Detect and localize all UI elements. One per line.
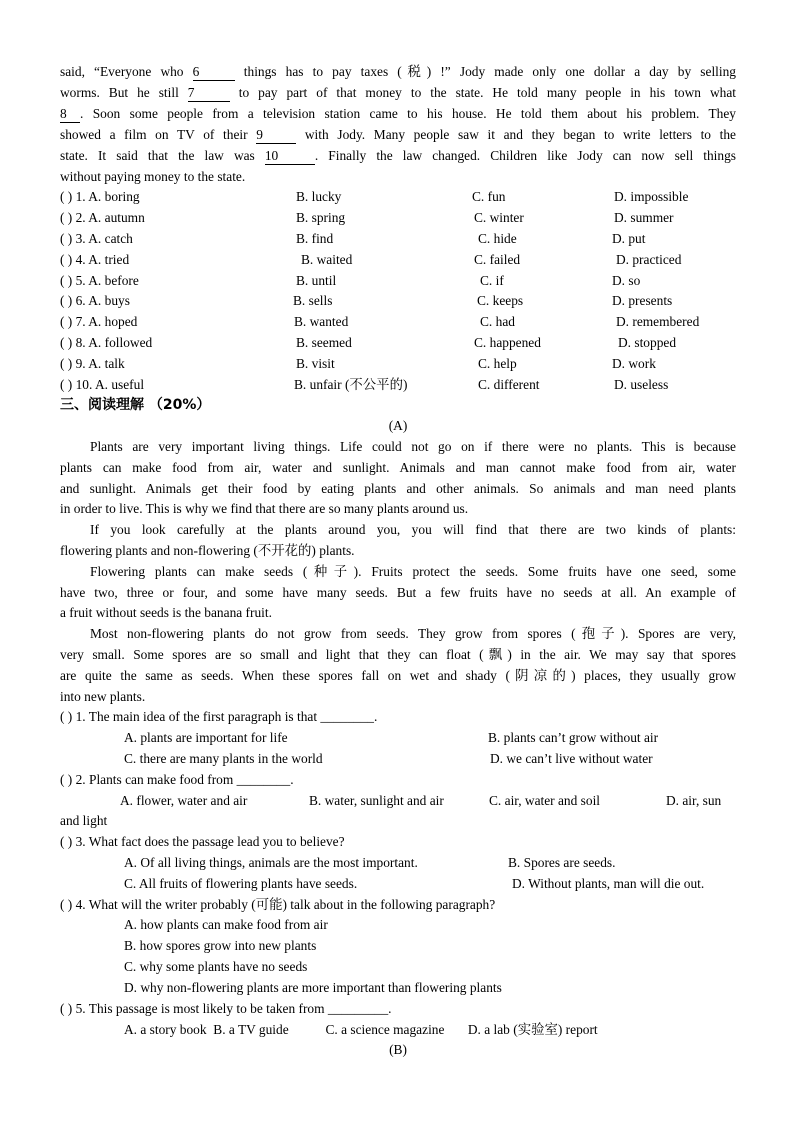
passage-a-line: are quite the same as seeds. When these spores fall on wet and shady (阴凉的) places, they usually grow bbox=[60, 668, 736, 683]
passage-a-line: have two, three or four, and some have many seeds. But a few fruits have no seeds at all. An example of bbox=[60, 585, 736, 600]
blank-6: 6 bbox=[193, 64, 235, 81]
reading-q3-b: B. Spores are seeds. bbox=[508, 855, 616, 870]
reading-q1-c: C. there are many plants in the world bbox=[124, 751, 323, 766]
cloze-q5-b: B. until bbox=[296, 273, 337, 288]
passage-a-label: (A) bbox=[388, 418, 408, 433]
cloze-q7-c: C. had bbox=[480, 314, 515, 329]
passage-a-line: a fruit without seeds is the banana fruit. bbox=[60, 605, 272, 620]
reading-q2-d: D. air, sun bbox=[666, 793, 722, 808]
cloze-q9-d: D. work bbox=[612, 356, 656, 371]
reading-q3: ( ) 3. What fact does the passage lead you to believe? bbox=[60, 834, 345, 849]
cloze-q9-c: C. help bbox=[478, 356, 517, 371]
blank-8: 8 bbox=[60, 106, 80, 123]
reading-q4-b: B. how spores grow into new plants bbox=[124, 938, 317, 953]
reading-q2: ( ) 2. Plants can make food from ________. bbox=[60, 772, 294, 787]
cloze-q1-d: D. impossible bbox=[614, 189, 689, 204]
section-heading: 三、阅读理解 （20%） bbox=[60, 397, 211, 413]
cloze-q2-d: D. summer bbox=[614, 210, 674, 225]
reading-q2-b: B. water, sunlight and air bbox=[309, 793, 444, 808]
cloze-q5-a: ( ) 5. A. before bbox=[60, 273, 139, 288]
cloze-q6-a: ( ) 6. A. buys bbox=[60, 293, 130, 308]
cloze-q8-a: ( ) 8. A. followed bbox=[60, 335, 153, 350]
cloze-line-1: said, “Everyone who 6 things has to pay taxes (税) !” Jody made only one dollar a day by selling bbox=[60, 64, 736, 79]
cloze-q10-a: ( ) 10. A. useful bbox=[60, 377, 145, 392]
cloze-q4-c: C. failed bbox=[474, 252, 521, 267]
cloze-q4-d: D. practiced bbox=[616, 252, 682, 267]
reading-q4-c: C. why some plants have no seeds bbox=[124, 959, 308, 974]
cloze-q2-c: C. winter bbox=[474, 210, 524, 225]
cloze-q6-d: D. presents bbox=[612, 293, 673, 308]
cloze-q3-b: B. find bbox=[296, 231, 334, 246]
reading-q3-a: A. Of all living things, animals are the most important. bbox=[124, 855, 418, 870]
reading-q2-c: C. air, water and soil bbox=[489, 793, 601, 808]
passage-a-line: Plants are very important living things. Life could not go on if there were no plants. This is because bbox=[90, 439, 736, 454]
cloze-line-2: worms. But he still 7 to pay part of that money to the state. He told many people in his town what bbox=[60, 85, 736, 100]
reading-q1: ( ) 1. The main idea of the first paragraph is that ________. bbox=[60, 709, 378, 724]
reading-q1-b: B. plants can’t grow without air bbox=[488, 730, 659, 745]
passage-a-line: flowering plants and non-flowering (不开花的) plants. bbox=[60, 543, 355, 558]
cloze-q3-d: D. put bbox=[612, 231, 646, 246]
passage-a-line: very small. Some spores are so small and light that they can float (飘) in the air. We may say that spores bbox=[60, 647, 736, 662]
passage-a-line: Flowering plants can make seeds (种子). Fruits protect the seeds. Some fruits have one seed, some bbox=[90, 564, 736, 579]
cloze-q10-c: C. different bbox=[478, 377, 540, 392]
cloze-q1-a: ( ) 1. A. boring bbox=[60, 189, 140, 204]
passage-a-line: into new plants. bbox=[60, 689, 146, 704]
reading-q4-d: D. why non-flowering plants are more important than flowering plants bbox=[124, 980, 502, 995]
blank-7: 7 bbox=[188, 85, 230, 102]
passage-a-line: and sunlight. Animals get their food by eating plants and other animals. So animals and man need plants bbox=[60, 481, 736, 496]
reading-q1-a: A. plants are important for life bbox=[124, 730, 288, 745]
reading-q2-a: A. flower, water and air bbox=[120, 793, 248, 808]
passage-a-line: Most non-flowering plants do not grow from seeds. They grow from spores (孢子). Spores are very, bbox=[90, 626, 736, 641]
cloze-q7-a: ( ) 7. A. hoped bbox=[60, 314, 138, 329]
cloze-q10-b: B. unfair (不公平的) bbox=[294, 377, 408, 392]
cloze-q5-c: C. if bbox=[480, 273, 504, 288]
cloze-q7-d: D. remembered bbox=[616, 314, 700, 329]
cloze-q1-b: B. lucky bbox=[296, 189, 342, 204]
cloze-q4-b: B. waited bbox=[301, 252, 353, 267]
cloze-q8-d: D. stopped bbox=[618, 335, 677, 350]
cloze-q10-d: D. useless bbox=[614, 377, 669, 392]
cloze-q2-a: ( ) 2. A. autumn bbox=[60, 210, 145, 225]
cloze-q8-b: B. seemed bbox=[296, 335, 352, 350]
cloze-q2-b: B. spring bbox=[296, 210, 346, 225]
cloze-q1-c: C. fun bbox=[472, 189, 506, 204]
blank-9: 9 bbox=[256, 127, 296, 144]
reading-q1-d: D. we can’t live without water bbox=[490, 751, 653, 766]
cloze-q5-d: D. so bbox=[612, 273, 641, 288]
cloze-q4-a: ( ) 4. A. tried bbox=[60, 252, 130, 267]
cloze-q7-b: B. wanted bbox=[294, 314, 349, 329]
cloze-q3-a: ( ) 3. A. catch bbox=[60, 231, 133, 246]
passage-a-line: If you look carefully at the plants around you, you will find that there are two kinds of plants: bbox=[90, 522, 736, 537]
reading-q2-d-continued: and light bbox=[60, 813, 108, 828]
cloze-q8-c: C. happened bbox=[474, 335, 541, 350]
passage-a-line: in order to live. This is why we find that there are so many plants around us. bbox=[60, 501, 469, 516]
reading-q4: ( ) 4. What will the writer probably (可能) talk about in the following paragraph? bbox=[60, 897, 496, 912]
reading-q5-options: A. a story book B. a TV guide C. a science magazine D. a lab (实验室) report bbox=[124, 1022, 598, 1037]
cloze-q6-b: B. sells bbox=[293, 293, 333, 308]
cloze-q6-c: C. keeps bbox=[477, 293, 524, 308]
cloze-q9-b: B. visit bbox=[296, 356, 335, 371]
passage-b-label: (B) bbox=[389, 1042, 407, 1057]
reading-q3-c: C. All fruits of flowering plants have seeds. bbox=[124, 876, 358, 891]
cloze-line-5: state. It said that the law was 10 . Finally the law changed. Children like Jody can now sell things bbox=[60, 148, 736, 163]
blank-10: 10 bbox=[265, 148, 315, 165]
reading-q5: ( ) 5. This passage is most likely to be taken from _________. bbox=[60, 1001, 392, 1016]
cloze-q3-c: C. hide bbox=[478, 231, 517, 246]
cloze-line-4: showed a film on TV of their 9 with Jody. Many people saw it and they began to write letters to the bbox=[60, 127, 736, 142]
cloze-line-6: without paying money to the state. bbox=[60, 169, 246, 184]
cloze-q9-a: ( ) 9. A. talk bbox=[60, 356, 125, 371]
passage-a-line: plants can make food from air, water and sunlight. Animals and man cannot make food from air, water bbox=[60, 460, 736, 475]
cloze-line-3: 8 . Soon some people from a television station came to his house. He told them about his problem. They bbox=[60, 106, 736, 121]
reading-q3-d: D. Without plants, man will die out. bbox=[512, 876, 705, 891]
reading-q4-a: A. how plants can make food from air bbox=[124, 917, 328, 932]
